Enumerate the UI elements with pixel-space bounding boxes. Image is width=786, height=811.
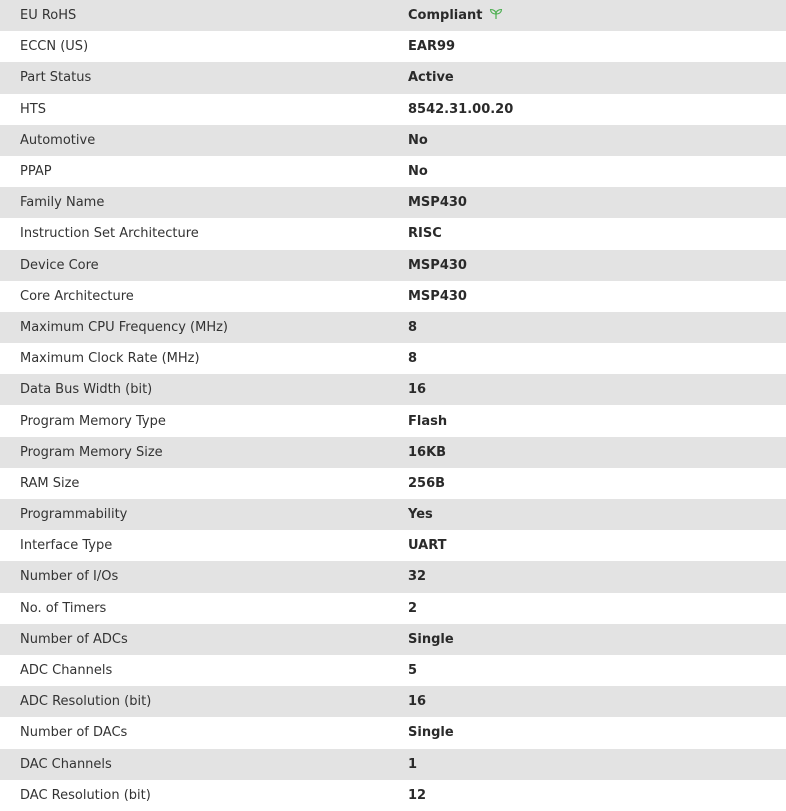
spec-label: Maximum CPU Frequency (MHz) — [20, 319, 228, 335]
spec-label: DAC Channels — [20, 756, 112, 772]
spec-value — [408, 94, 786, 125]
spec-value — [408, 624, 786, 655]
spec-row — [0, 405, 786, 436]
spec-row — [0, 437, 786, 468]
spec-row — [0, 593, 786, 624]
spec-label: Family Name — [20, 195, 105, 211]
spec-label: EU RoHS — [20, 8, 77, 24]
spec-value — [408, 686, 786, 717]
spec-value — [408, 218, 786, 249]
spec-row — [0, 62, 786, 93]
spec-row — [0, 312, 786, 343]
spec-value — [408, 561, 786, 592]
spec-row — [0, 686, 786, 717]
spec-value-text: No — [408, 132, 428, 148]
spec-label: ECCN (US) — [20, 39, 89, 55]
spec-label: Number of I/Os — [20, 569, 119, 585]
spec-value-text: 16 — [408, 694, 427, 710]
spec-value-text: 12 — [408, 787, 427, 803]
spec-row — [0, 187, 786, 218]
spec-label: Program Memory Type — [20, 413, 166, 429]
spec-label: Automotive — [20, 132, 96, 148]
spec-label: Data Bus Width (bit) — [20, 382, 153, 398]
spec-label: Interface Type — [20, 538, 113, 554]
spec-label: Program Memory Size — [20, 444, 163, 460]
spec-value-text: Compliant — [408, 8, 483, 24]
spec-value — [408, 0, 786, 31]
spec-label: PPAP — [20, 164, 52, 180]
spec-value-text: Single — [408, 725, 454, 741]
spec-value — [408, 343, 786, 374]
spec-row — [0, 374, 786, 405]
spec-value — [408, 405, 786, 436]
spec-value — [408, 312, 786, 343]
spec-value — [408, 437, 786, 468]
spec-value — [408, 125, 786, 156]
spec-value — [408, 281, 786, 312]
spec-row — [0, 717, 786, 748]
spec-value-text: 16KB — [408, 444, 447, 460]
spec-label: Instruction Set Architecture — [20, 226, 199, 242]
spec-row — [0, 94, 786, 125]
spec-label: ADC Channels — [20, 663, 113, 679]
spec-label: HTS — [20, 101, 46, 117]
spec-value-text: 8 — [408, 319, 418, 335]
spec-value — [408, 593, 786, 624]
spec-value — [408, 31, 786, 62]
spec-value-text: 8542.31.00.20 — [408, 101, 514, 117]
spec-label: Core Architecture — [20, 288, 134, 304]
spec-value — [408, 655, 786, 686]
spec-row — [0, 655, 786, 686]
spec-label: Programmability — [20, 507, 128, 523]
spec-label: Number of ADCs — [20, 631, 128, 647]
spec-row — [0, 561, 786, 592]
leaf-icon — [489, 8, 503, 20]
spec-value-text: Active — [408, 70, 454, 86]
spec-value — [408, 62, 786, 93]
spec-value — [408, 780, 786, 811]
spec-value-text: MSP430 — [408, 195, 467, 211]
spec-label: RAM Size — [20, 475, 80, 491]
spec-value-text: 8 — [408, 351, 418, 367]
spec-label: Maximum Clock Rate (MHz) — [20, 351, 200, 367]
spec-value-text: 1 — [408, 756, 418, 772]
spec-row — [0, 499, 786, 530]
spec-value-text: 5 — [408, 663, 418, 679]
spec-row — [0, 468, 786, 499]
spec-label: DAC Resolution (bit) — [20, 787, 151, 803]
spec-value — [408, 530, 786, 561]
spec-row — [0, 218, 786, 249]
spec-label: ADC Resolution (bit) — [20, 694, 152, 710]
spec-value-text: 32 — [408, 569, 427, 585]
spec-value — [408, 717, 786, 748]
spec-value — [408, 374, 786, 405]
spec-value-text: Yes — [408, 507, 433, 523]
spec-value-text: 2 — [408, 600, 418, 616]
spec-row — [0, 250, 786, 281]
spec-value-text: 16 — [408, 382, 427, 398]
spec-value — [408, 156, 786, 187]
spec-row — [0, 125, 786, 156]
spec-value — [408, 499, 786, 530]
spec-label: Device Core — [20, 257, 99, 273]
spec-value-text: Single — [408, 631, 454, 647]
spec-row — [0, 31, 786, 62]
spec-value — [408, 749, 786, 780]
spec-row — [0, 780, 786, 811]
spec-row — [0, 156, 786, 187]
spec-value-text: No — [408, 164, 428, 180]
spec-row — [0, 0, 786, 31]
spec-value — [408, 250, 786, 281]
spec-value-text: Flash — [408, 413, 448, 429]
spec-label: No. of Timers — [20, 600, 107, 616]
spec-row — [0, 530, 786, 561]
spec-label: Number of DACs — [20, 725, 128, 741]
spec-value — [408, 468, 786, 499]
spec-value-text: UART — [408, 538, 447, 554]
spec-value-text: MSP430 — [408, 257, 467, 273]
spec-value — [408, 187, 786, 218]
spec-row — [0, 281, 786, 312]
spec-value-text: RISC — [408, 226, 442, 242]
spec-value-text: 256B — [408, 475, 446, 491]
spec-value-text: EAR99 — [408, 39, 456, 55]
spec-row — [0, 343, 786, 374]
spec-value-text: MSP430 — [408, 288, 467, 304]
spec-row — [0, 624, 786, 655]
spec-row — [0, 749, 786, 780]
spec-label: Part Status — [20, 70, 92, 86]
